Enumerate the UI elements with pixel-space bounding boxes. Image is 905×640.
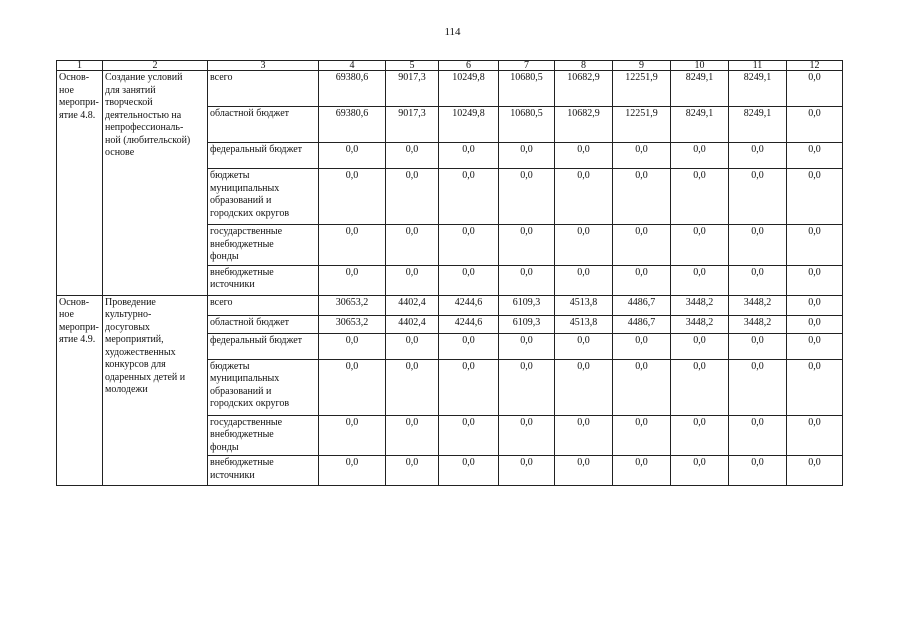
amount-cell: 0,0 [439, 415, 499, 456]
header-cell: 10 [671, 61, 729, 71]
amount-cell: 0,0 [613, 333, 671, 359]
amount-cell: 0,0 [319, 456, 386, 486]
amount-cell: 0,0 [499, 415, 555, 456]
amount-cell: 0,0 [671, 359, 729, 415]
amount-cell: 0,0 [499, 265, 555, 295]
amount-cell: 0,0 [439, 359, 499, 415]
amount-cell: 0,0 [729, 225, 787, 266]
amount-cell: 0,0 [671, 169, 729, 225]
amount-cell: 8249,1 [671, 71, 729, 107]
header-cell: 8 [555, 61, 613, 71]
table-body [57, 71, 843, 486]
funding-source-line: источники [210, 279, 255, 290]
activity-code-line: меропри- [59, 97, 99, 108]
amount-cell: 3448,2 [671, 315, 729, 333]
amount-cell: 0,0 [555, 265, 613, 295]
amount-cell: 0,0 [787, 359, 843, 415]
amount-cell: 9017,3 [386, 107, 439, 143]
amount-cell: 30653,2 [319, 295, 386, 315]
amount-cell: 4513,8 [555, 295, 613, 315]
activity-title-line: творческой [105, 97, 153, 108]
amount-cell: 3448,2 [729, 295, 787, 315]
amount-cell: 4244,6 [439, 315, 499, 333]
amount-cell: 0,0 [787, 71, 843, 107]
amount-cell: 8249,1 [729, 107, 787, 143]
header-cell: 6 [439, 61, 499, 71]
activity-title-line: одаренных детей и [105, 371, 186, 383]
amount-cell: 0,0 [671, 456, 729, 486]
funding-source-line: внебюджетные [210, 457, 274, 468]
funding-source-line: муниципальных [210, 182, 280, 194]
amount-cell: 0,0 [729, 169, 787, 225]
funding-source-line: образований и [210, 385, 272, 397]
amount-cell: 0,0 [613, 359, 671, 415]
amount-cell: 10249,8 [439, 71, 499, 107]
amount-cell: 10682,9 [555, 107, 613, 143]
amount-cell: 0,0 [729, 265, 787, 295]
funding-source-line: внебюджетные [210, 266, 274, 278]
amount-cell: 4486,7 [613, 295, 671, 315]
funding-source [208, 315, 319, 333]
amount-cell: 0,0 [319, 359, 386, 415]
funding-source-line: областной бюджет [210, 316, 290, 328]
amount-cell: 0,0 [439, 225, 499, 266]
funding-source-line: областной бюджет [210, 108, 290, 119]
activity-title [103, 295, 208, 486]
amount-cell: 0,0 [555, 169, 613, 225]
amount-cell: 0,0 [555, 225, 613, 266]
amount-cell: 0,0 [319, 225, 386, 266]
activity-title-line: деятельностью на [105, 109, 182, 121]
activity-title-line: ной (любительской) [105, 134, 191, 146]
activity-code [57, 71, 103, 296]
amount-cell: 0,0 [729, 333, 787, 359]
amount-cell: 0,0 [439, 456, 499, 486]
funding-source-line: фонды [210, 441, 239, 453]
amount-cell: 0,0 [729, 143, 787, 169]
amount-cell: 10680,5 [499, 107, 555, 143]
amount-cell: 0,0 [386, 359, 439, 415]
activity-title-line: Проведение [105, 296, 156, 308]
amount-cell: 0,0 [671, 333, 729, 359]
funding-source [208, 107, 319, 143]
funding-source [208, 169, 319, 225]
funding-source-line: внебюджетные [210, 429, 274, 440]
amount-cell: 0,0 [555, 333, 613, 359]
funding-source [208, 295, 319, 315]
header-row [57, 61, 843, 71]
amount-cell: 0,0 [319, 415, 386, 456]
amount-cell: 0,0 [499, 359, 555, 415]
funding-source-line: городских округов [210, 207, 290, 219]
amount-cell: 0,0 [613, 265, 671, 295]
amount-cell: 0,0 [319, 265, 386, 295]
activity-title-line: Создание условий [105, 72, 183, 83]
amount-cell: 0,0 [787, 107, 843, 143]
activity-title-line: основе [105, 147, 135, 158]
activity-title [103, 71, 208, 296]
amount-cell: 0,0 [439, 333, 499, 359]
amount-cell: 6109,3 [499, 315, 555, 333]
amount-cell: 12251,9 [613, 71, 671, 107]
amount-cell: 0,0 [386, 169, 439, 225]
amount-cell: 10249,8 [439, 107, 499, 143]
funding-source-line: бюджеты [210, 170, 250, 181]
amount-cell: 0,0 [787, 265, 843, 295]
funding-source [208, 71, 319, 107]
amount-cell: 0,0 [386, 333, 439, 359]
amount-cell: 0,0 [386, 265, 439, 295]
activity-title-line: досуговых [105, 321, 150, 333]
header-cell: 7 [499, 61, 555, 71]
funding-source [208, 359, 319, 415]
amount-cell: 0,0 [439, 265, 499, 295]
amount-cell: 0,0 [499, 333, 555, 359]
amount-cell: 0,0 [555, 456, 613, 486]
funding-source-line: муниципальных [210, 373, 280, 384]
funding-source [208, 143, 319, 169]
header-cell: 3 [208, 61, 319, 71]
funding-source-line: федеральный бюджет [210, 334, 303, 346]
activity-code-line: ятие 4.8. [59, 109, 96, 121]
funding-source-line: всего [210, 72, 233, 83]
funding-source-line: федеральный бюджет [210, 144, 303, 155]
amount-cell: 0,0 [671, 225, 729, 266]
funding-source [208, 265, 319, 295]
amount-cell: 0,0 [499, 225, 555, 266]
amount-cell: 4244,6 [439, 295, 499, 315]
amount-cell: 0,0 [555, 415, 613, 456]
amount-cell: 0,0 [613, 415, 671, 456]
amount-cell: 0,0 [499, 456, 555, 486]
amount-cell: 69380,6 [319, 107, 386, 143]
amount-cell: 0,0 [671, 415, 729, 456]
amount-cell: 0,0 [671, 265, 729, 295]
amount-cell: 0,0 [613, 456, 671, 486]
activity-code-line: Основ- [59, 296, 90, 308]
funding-source-line: всего [210, 296, 233, 308]
amount-cell: 4513,8 [555, 315, 613, 333]
funding-source-line: фонды [210, 251, 239, 262]
activity-code-line: ное [59, 309, 74, 320]
amount-cell: 4486,7 [613, 315, 671, 333]
header-cell: 11 [729, 61, 787, 71]
amount-cell: 12251,9 [613, 107, 671, 143]
amount-cell: 4402,4 [386, 295, 439, 315]
amount-cell: 0,0 [386, 143, 439, 169]
amount-cell: 0,0 [386, 456, 439, 486]
amount-cell: 0,0 [499, 169, 555, 225]
amount-cell: 8249,1 [671, 107, 729, 143]
amount-cell: 3448,2 [671, 295, 729, 315]
amount-cell: 0,0 [613, 225, 671, 266]
amount-cell: 0,0 [439, 143, 499, 169]
funding-source [208, 456, 319, 486]
header-cell: 4 [319, 61, 386, 71]
funding-source-line: источники [210, 469, 255, 481]
amount-cell: 0,0 [319, 143, 386, 169]
table-row [57, 295, 843, 315]
amount-cell: 0,0 [729, 415, 787, 456]
amount-cell: 0,0 [613, 169, 671, 225]
activity-title-line: конкурсов для [105, 359, 166, 370]
activity-code [57, 295, 103, 486]
activity-title-line: художественных [105, 346, 176, 358]
amount-cell: 0,0 [787, 415, 843, 456]
amount-cell: 8249,1 [729, 71, 787, 107]
amount-cell: 0,0 [499, 143, 555, 169]
amount-cell: 0,0 [729, 456, 787, 486]
amount-cell: 0,0 [386, 225, 439, 266]
table-row [57, 71, 843, 107]
amount-cell: 0,0 [671, 143, 729, 169]
activity-title-line: культурно- [105, 309, 152, 320]
header-cell: 12 [787, 61, 843, 71]
activity-title-line: молодежи [105, 384, 148, 395]
header-cell: 5 [386, 61, 439, 71]
funding-source-line: образований и [210, 195, 272, 206]
activity-code-line: ное [59, 84, 74, 96]
amount-cell: 0,0 [555, 143, 613, 169]
amount-cell: 0,0 [787, 225, 843, 266]
activity-code-line: меропри- [59, 321, 99, 333]
funding-source [208, 333, 319, 359]
activity-code-line: Основ- [59, 72, 90, 83]
amount-cell: 0,0 [787, 456, 843, 486]
activity-code-line: ятие 4.9. [59, 334, 96, 345]
activity-title-line: мероприятий, [105, 334, 164, 345]
header-cell: 2 [103, 61, 208, 71]
amount-cell: 0,0 [787, 169, 843, 225]
activity-title-line: для занятий [105, 84, 156, 96]
funding-source [208, 415, 319, 456]
amount-cell: 0,0 [555, 359, 613, 415]
activity-title-line: непрофессиональ- [105, 122, 184, 133]
amount-cell: 0,0 [787, 333, 843, 359]
amount-cell: 0,0 [787, 143, 843, 169]
amount-cell: 0,0 [386, 415, 439, 456]
funding-source-line: государственные [210, 226, 283, 237]
amount-cell: 0,0 [787, 295, 843, 315]
header-cell: 9 [613, 61, 671, 71]
amount-cell: 10680,5 [499, 71, 555, 107]
amount-cell: 3448,2 [729, 315, 787, 333]
header-cell: 1 [57, 61, 103, 71]
amount-cell: 10682,9 [555, 71, 613, 107]
amount-cell: 30653,2 [319, 315, 386, 333]
amount-cell: 4402,4 [386, 315, 439, 333]
amount-cell: 6109,3 [499, 295, 555, 315]
funding-source [208, 225, 319, 266]
funding-source-line: внебюджетные [210, 238, 274, 250]
amount-cell: 0,0 [439, 169, 499, 225]
amount-cell: 0,0 [729, 359, 787, 415]
page-number: 114 [444, 26, 461, 38]
funding-table [56, 60, 843, 486]
funding-source-line: городских округов [210, 398, 290, 409]
amount-cell: 0,0 [319, 169, 386, 225]
amount-cell: 9017,3 [386, 71, 439, 107]
funding-source-line: бюджеты [210, 360, 250, 372]
amount-cell: 0,0 [787, 315, 843, 333]
amount-cell: 69380,6 [319, 71, 386, 107]
amount-cell: 0,0 [613, 143, 671, 169]
amount-cell: 0,0 [319, 333, 386, 359]
funding-source-line: государственные [210, 416, 283, 428]
